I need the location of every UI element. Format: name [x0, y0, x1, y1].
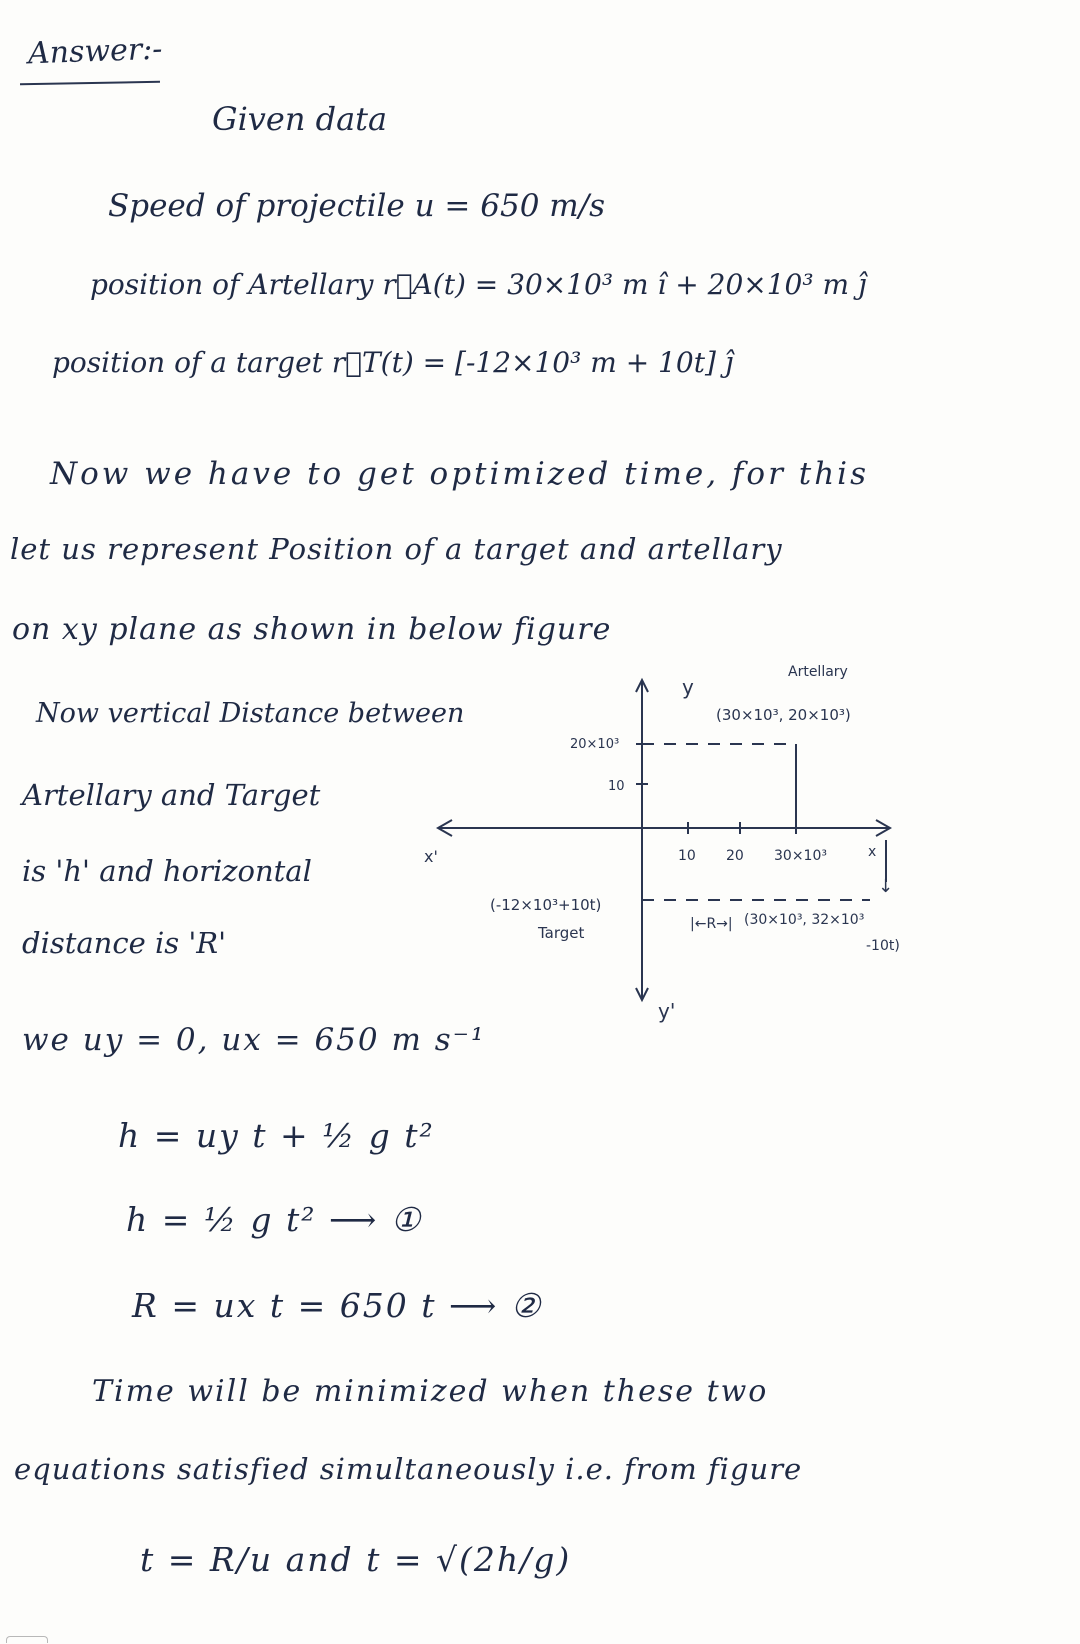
line-initial-velocity: we uy = 0, ux = 650 m s⁻¹	[22, 1022, 486, 1058]
line-target-position: position of a target r⃗T(t) = [-12×10³ m + 10t] ĵ	[52, 346, 734, 379]
equation-h-1: h = ½ g t² ⟶ ①	[126, 1200, 423, 1239]
bottom-coord-label-2: -10t)	[866, 938, 900, 954]
equation-h-full: h = uy t + ½ g t²	[118, 1116, 435, 1155]
y-tick-10-label: 10	[608, 779, 625, 794]
line-artellary-position: position of Artellary r⃗A(t) = 30×10³ m î + 20×10³ m ĵ	[90, 268, 867, 301]
line-xy-plane: on xy plane as shown in below figure	[12, 612, 612, 647]
artellary-label: Artellary	[788, 664, 848, 680]
h-arrow-head: ↓	[878, 876, 894, 897]
line-artellary-target: Artellary and Target	[22, 778, 321, 812]
coordinate-figure	[420, 660, 980, 1080]
x-tick-30-label: 30×10³	[774, 848, 827, 864]
line-time-minimized: Time will be minimized when these two	[92, 1374, 769, 1409]
artellary-coord-label: (30×10³, 20×10³)	[716, 706, 851, 724]
line-represent: let us represent Position of a target and artellary	[10, 532, 783, 566]
x-axis-label: x	[868, 844, 877, 860]
line-equations-satisfied: equations satisfied simultaneously i.e. from figure	[14, 1452, 803, 1486]
heading-underline	[20, 81, 160, 85]
equation-r-2: R = ux t = 650 t ⟶ ②	[132, 1286, 543, 1325]
r-distance-label: |←R→|	[690, 916, 733, 932]
line-vertical-distance: Now vertical Distance between	[36, 698, 465, 729]
line-speed: Speed of projectile u = 650 m/s	[108, 188, 606, 224]
x-tick-20-label: 20	[726, 848, 744, 864]
line-distance-r: distance is 'R'	[22, 926, 227, 960]
bottom-coord-label: (30×10³, 32×10³	[744, 912, 865, 928]
page-corner-mark	[6, 1636, 48, 1643]
equation-time: t = R/u and t = √(2h/g)	[140, 1540, 572, 1579]
given-data-heading: Given data	[212, 100, 388, 138]
target-label: Target	[538, 924, 585, 942]
y-tick-20-label: 20×10³	[570, 737, 620, 752]
y-neg-axis-label: y'	[658, 999, 676, 1023]
y-axis-label: y	[682, 675, 694, 699]
x-tick-10-label: 10	[678, 848, 696, 864]
line-is-h: is 'h' and horizontal	[22, 854, 312, 888]
line-optimized-time: Now we have to get optimized time, for this	[50, 456, 869, 492]
answer-heading: Answer:-	[27, 31, 163, 72]
x-neg-axis-label: x'	[424, 847, 438, 866]
target-coord-label: (-12×10³+10t)	[490, 896, 602, 914]
